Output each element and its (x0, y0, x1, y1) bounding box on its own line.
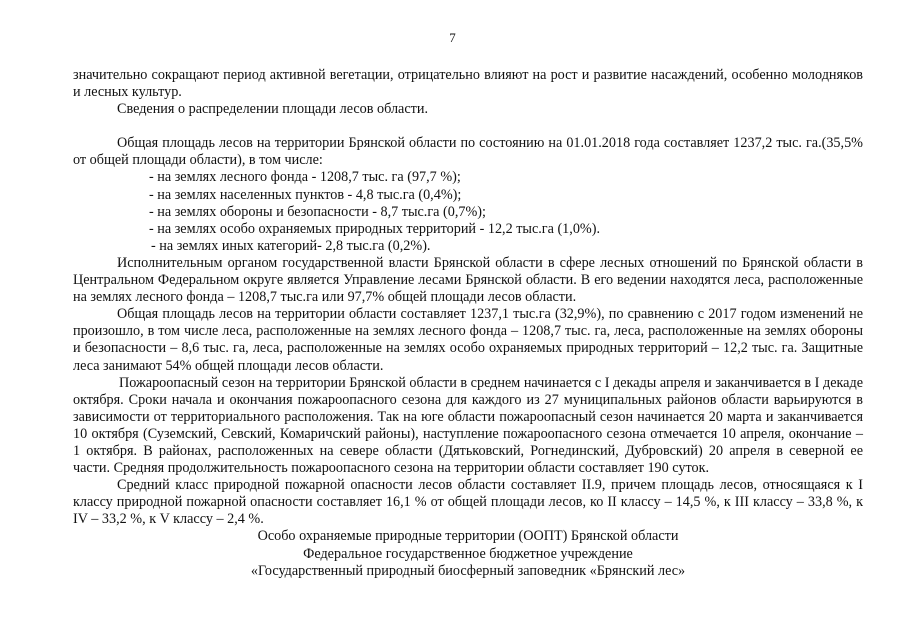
protected-areas-heading (73, 528, 863, 579)
list-item: - на землях особо охраняемых природных территорий - 12,2 тыс.га (1,0%). (149, 220, 601, 237)
heading-line: Федеральное государственное бюджетное учреждение (303, 545, 633, 562)
forest-area-paragraph: Общая площадь лесов на территории области составляет 1237,1 тыс.га (32,9%), по сравнению с 2017 годом изменений не произошло, в том числе леса, расположенные на землях лесного фонда – 1208,7 тыс. га, леса, расположенные на землях обороны и безопасности – 8,6 тыс. га, леса, расположенные на землях особо охраняемых природных территорий – 12,2 тыс. га. Защитные леса занимают 54% общей площади лесов области. (73, 306, 863, 374)
fire-class-paragraph: Средний класс природной пожарной опасности лесов области составляет II.9, причем площадь лесов, относящаяся к I классу природной пожарной опасности составляет 16,1 % от общей площади лесов, ко II классу – 14,5 %, к III классу – 33,8 %, к IV – 33,2 %, к V классу – 2,4 %. (73, 477, 863, 528)
section-heading: Сведения о распределении площади лесов области. (117, 101, 428, 118)
fire-season-paragraph: Пожароопасный сезон на территории Брянской области в среднем начинается с I декады апреля и заканчивается в I декаде октября. Сроки начала и окончания пожароопасного сезона для каждого из 27 муниципальных районов области варьируются в зависимости от территориального расположения. Так на юге области пожароопасный сезон начинается 20 марта и заканчивается 10 октября (Суземский, Севский, Комаричский районы), наступление пожароопасного сезона отмечается 10 апреля, окончание – 1 октября. В районах, расположенных на севере области (Дятьковский, Рогнединский, Дубровский) 20 апреля в северной ее части. Средняя продолжительность пожароопасного сезона на территории области составляет 190 суток. (73, 374, 863, 477)
total-area-paragraph: Общая площадь лесов на территории Брянской области по состоянию на 01.01.2018 года составляет 1237,2 тыс. га.(35,5% от общей площади области), в том числе: (73, 135, 863, 169)
executive-body-paragraph: Исполнительным органом государственной власти Брянской области в сфере лесных отношений по Брянской области в Центральном Федеральном округе является Управление лесами Брянской области. В его ведении находятся леса, расположенные на землях лесного фонда – 1208,7 тыс.га или 97,7% общей площади лесов области. (73, 254, 863, 306)
page-number: 7 (449, 30, 456, 45)
intro-paragraph: значительно сокращают период активной вегетации, отрицательно влияют на рост и развитие насаждений, особенно молодняков и лесных культур. (73, 67, 863, 101)
list-item: - на землях лесного фонда - 1208,7 тыс. га (97,7 %); (149, 169, 461, 186)
document-body (73, 67, 863, 580)
heading-line: «Государственный природный биосферный заповедник «Брянский лес» (250, 562, 686, 579)
list-item: - на землях иных категорий- 2,8 тыс.га (0,2%). (151, 237, 431, 254)
heading-line: Особо охраняемые природные территории (ООПТ) Брянской области (257, 528, 679, 545)
list-item: - на землях населенных пунктов - 4,8 тыс.га (0,4%); (149, 186, 462, 203)
list-item: - на землях обороны и безопасности - 8,7 тыс.га (0,7%); (149, 203, 486, 220)
land-category-list (73, 169, 863, 254)
